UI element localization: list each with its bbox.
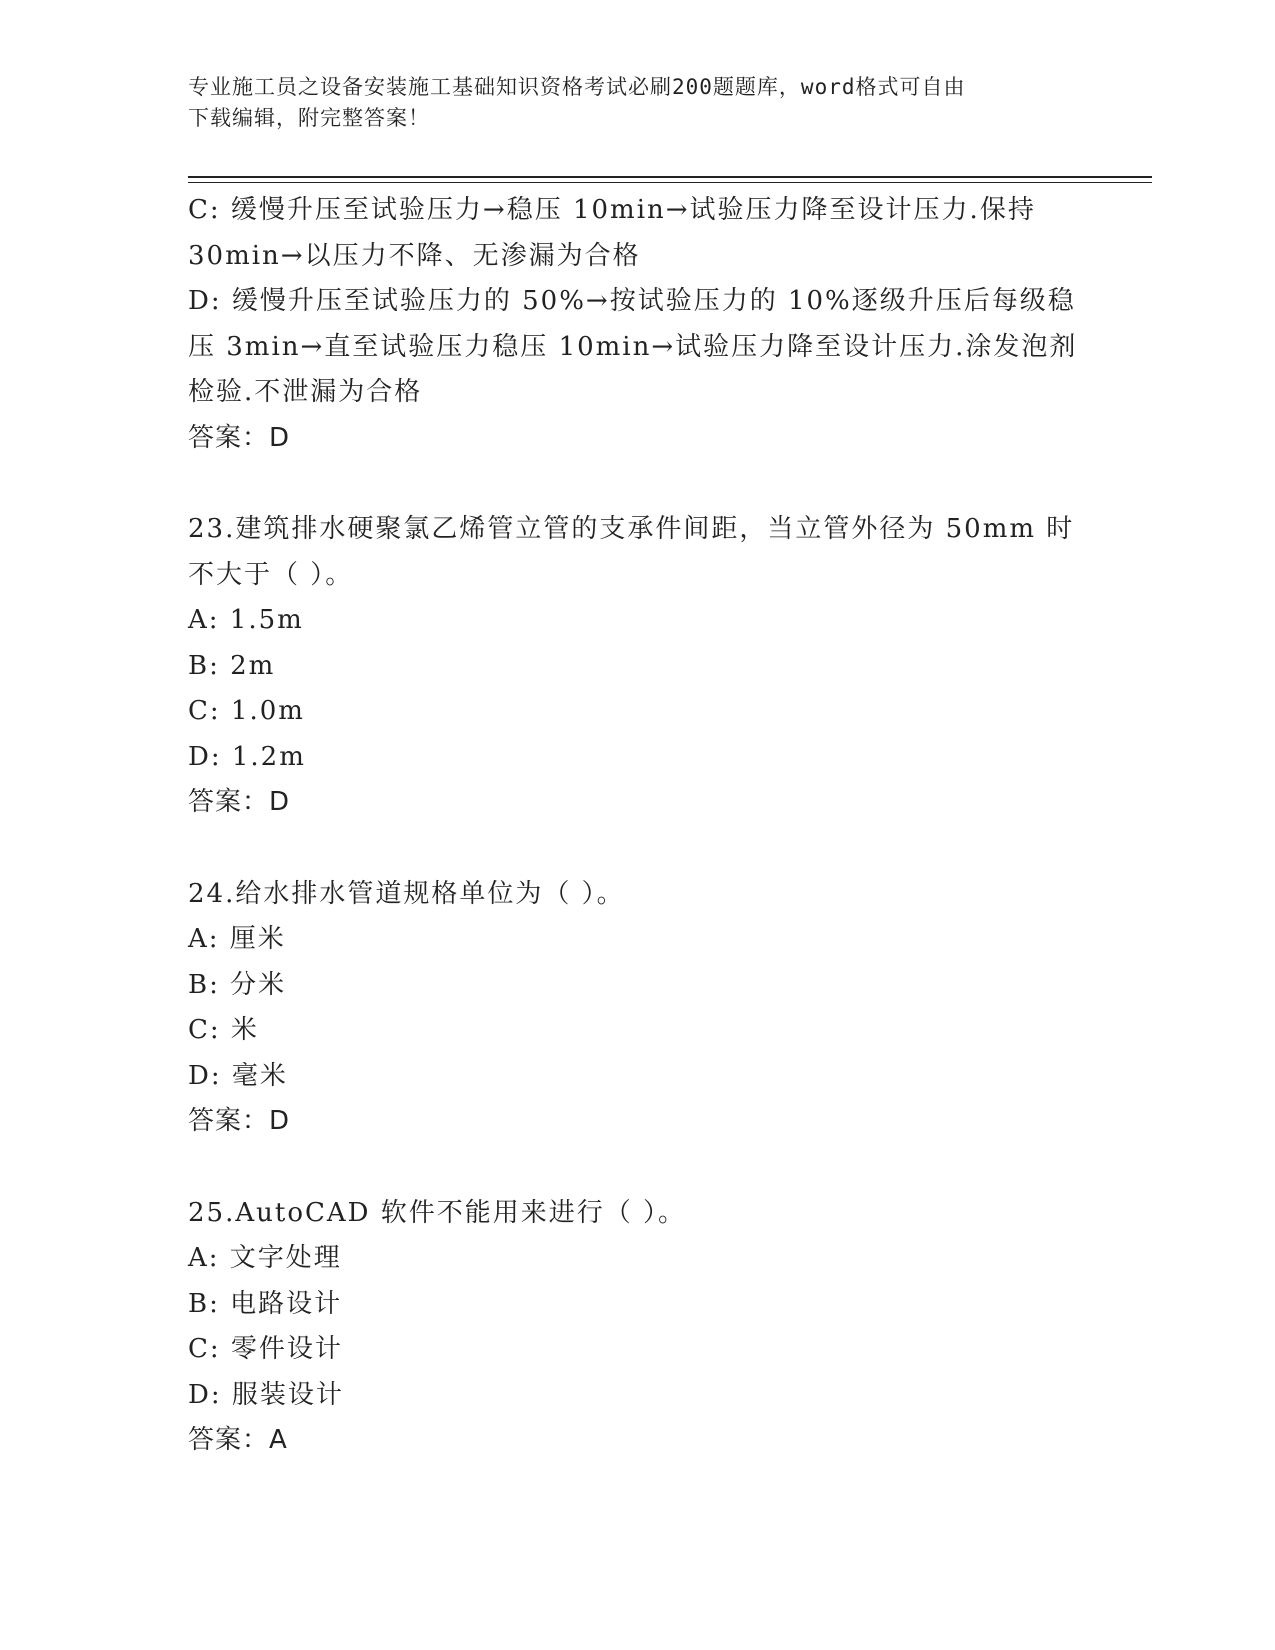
carryover-question-22 xyxy=(188,188,1078,461)
header-rule-thin xyxy=(188,182,1152,183)
spacer xyxy=(188,1145,1078,1191)
option-a: A: 文字处理 xyxy=(188,1243,342,1273)
option-d-line-3: 检验.不泄漏为合格 xyxy=(188,377,423,407)
option-d-line-2: 压 3min→直至试验压力稳压 10min→试验压力降至设计压力.涂发泡剂 xyxy=(188,331,1078,362)
question-stem-line-1: 24.给水排水管道规格单位为（ ）。 xyxy=(188,878,625,909)
option-c-line-2: 30min→以压力不降、无渗漏为合格 xyxy=(188,240,641,271)
answer-line: 答案：D xyxy=(188,1106,291,1136)
question-23 xyxy=(188,507,1078,826)
option-d: D: 毫米 xyxy=(188,1060,288,1091)
question-24 xyxy=(188,872,1078,1145)
question-content xyxy=(188,188,1078,1464)
answer-line: 答案：D xyxy=(188,787,291,817)
option-d: D: 服装设计 xyxy=(188,1379,344,1410)
question-25 xyxy=(188,1191,1078,1464)
option-b: B: 电路设计 xyxy=(188,1288,343,1319)
answer-line: 答案：D xyxy=(188,422,291,453)
option-a: A: 厘米 xyxy=(188,924,286,954)
spacer xyxy=(188,826,1078,872)
question-stem-line-1: 25.AutoCAD 软件不能用来进行（ ）。 xyxy=(188,1197,687,1228)
header-line-1: 专业施工员之设备安装施工基础知识资格考试必刷200题题库，word格式可自由 xyxy=(188,75,966,99)
page-header xyxy=(188,72,1088,134)
spacer xyxy=(188,461,1078,507)
option-a: A: 1.5m xyxy=(188,605,304,635)
option-c: C: 1.0m xyxy=(188,696,305,726)
answer-line: 答案：A xyxy=(188,1425,288,1455)
option-d-line-1: D: 缓慢升压至试验压力的 50%→按试验压力的 10%逐级升压后每级稳 xyxy=(188,286,1076,316)
option-c: C: 米 xyxy=(188,1015,259,1045)
option-c: C: 零件设计 xyxy=(188,1334,343,1364)
question-stem-line-2: 不大于（ ）。 xyxy=(188,559,354,590)
option-b: B: 2m xyxy=(188,650,276,681)
option-c-line-1: C: 缓慢升压至试验压力→稳压 10min→试验压力降至设计压力.保持 xyxy=(188,195,1036,225)
header-rule-thick xyxy=(188,176,1152,178)
option-d: D: 1.2m xyxy=(188,741,306,772)
header-line-2: 下载编辑，附完整答案！ xyxy=(188,106,430,130)
option-b: B: 分米 xyxy=(188,969,287,1000)
question-stem-line-1: 23.建筑排水硬聚氯乙烯管立管的支承件间距，当立管外径为 50mm 时 xyxy=(188,514,1075,544)
